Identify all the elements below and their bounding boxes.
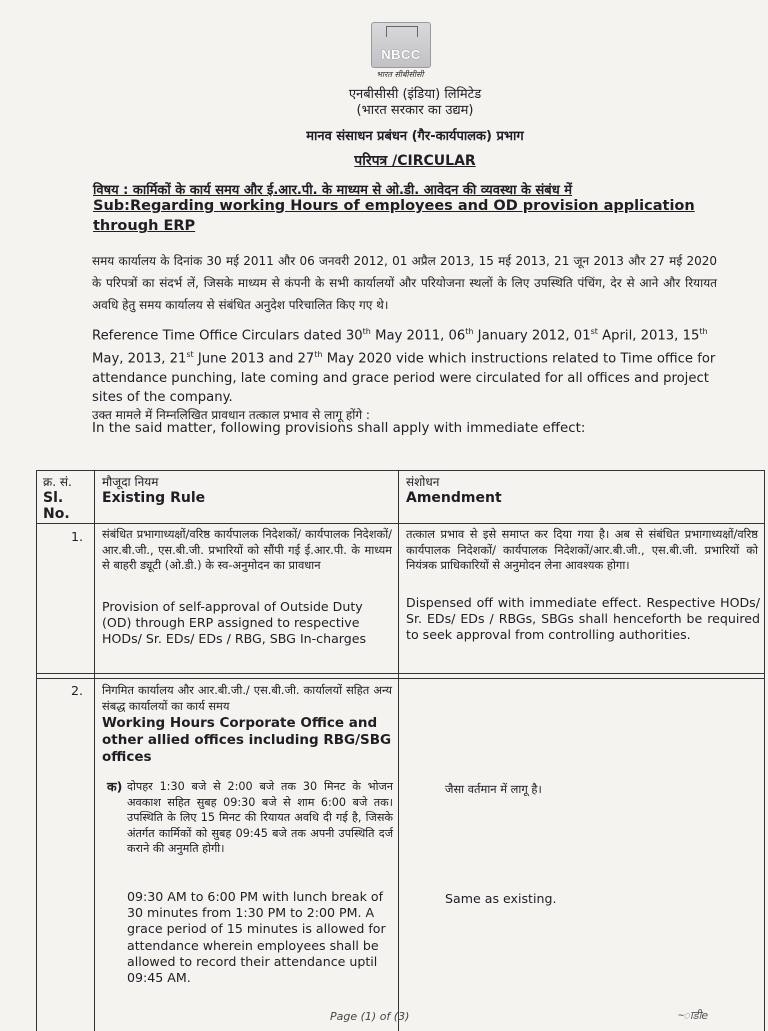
col-amendment-hindi: संशोधन: [406, 475, 440, 489]
provisions-table: [36, 470, 765, 1031]
col-existing-english: Existing Rule: [102, 490, 206, 506]
org-name-hindi: एनबीसीसी (इंडिया) लिमिटेड: [348, 87, 482, 102]
reference-paragraph-hindi: समय कार्यालय के दिनांक 30 मई 2011 और 06 जनवरी 2012, 01 अप्रैल 2013, 15 मई 2013, 21 जून 2013 और 27 मई 2020 के परिपत्रों का संदर्भ लें, जिसके माध्यम से कंपनी के सभी कार्यालयों और परियोजना स्थलों के लिए उपस्थिति पंचिंग, देर से आने और रियायत अवधि हेतु समय कार्यालय से संबंधित अनुदेश परिचालित किए गए थे।: [92, 254, 717, 312]
row1-amendment-english: Dispensed off with immediate effect. Respective HODs/ Sr. EDs/ EDs / RBGs, SBGs shall henceforth be required to seek approval from controlling authorities.: [406, 595, 760, 642]
row2-amendment-hindi: जैसा वर्तमान में लागू है।: [445, 782, 542, 796]
col-sl-english: Sl. No.: [43, 490, 70, 522]
subject-english-text: Sub:Regarding working Hours of employees and OD provision application through ERP: [93, 198, 695, 234]
col-sl-hindi: क्र. सं.: [43, 475, 72, 489]
row1-existing-english: Provision of self-approval of Outside Duty (OD) through ERP assigned to respective HODs/ Sr. EDs/ EDs / RBG, SBG In-charges: [102, 599, 367, 646]
govt-enterprise-hindi: (भारत सरकार का उद्यम): [356, 103, 474, 118]
subject-hindi-text: विषय : कार्मिकों के कार्य समय और ई.आर.पी. के माध्यम से ओ.डी. आवेदन की व्यवस्था के संबंध में: [93, 183, 573, 198]
row2-amendment-english: Same as existing.: [445, 891, 557, 906]
lead-english: In the said matter, following provisions shall apply with immediate effect:: [92, 421, 586, 436]
document-type-label: परिपत्र /CIRCULAR: [354, 153, 476, 169]
logo-text: NBCC: [381, 47, 421, 62]
column-divider: [94, 471, 95, 1031]
initials-signature: ~ाडीe: [677, 1009, 709, 1022]
row2-existing-hindi: निगमित कार्यालय और आर.बी.जी./ एस.बी.जी. कार्यालयों सहित अन्य संबद्ध कार्यालयों का कार्य समय: [102, 683, 392, 713]
row1-sl: 1.: [71, 529, 84, 544]
column-divider: [398, 471, 399, 1031]
nbcc-logo: [371, 22, 431, 68]
col-amendment-english: Amendment: [406, 490, 502, 506]
logo-caption: भारत सीबीसीसी: [376, 70, 424, 79]
row-divider: [37, 523, 765, 524]
row1-amendment-hindi: तत्काल प्रभाव से इसे समाप्त कर दिया गया है। अब से संबंधित प्रभागाध्यक्षों/वरिष्ठ कार्यपालक निदेशकों/ कार्यपालक निदेशकों/आर.बी.जी., एस.बी.जी. प्रभारियों को नियंत्रक प्राधिकारियों से अनुमोदन लेना आवश्यक होगा।: [406, 527, 758, 573]
page-number: Page (1) of (3): [330, 1010, 410, 1023]
row2-existing-english: Working Hours Corporate Office and other allied offices including RBG/SBG offices: [102, 715, 392, 765]
row2-sub-english: 09:30 AM to 6:00 PM with lunch break of 30 minutes from 1:30 PM to 2:00 PM. A grace period of 15 minutes is allowed for attendance wherein employees shall be allowed to record their attendance uptil 09:45 AM.: [127, 889, 386, 986]
row2-sub-label: क): [107, 779, 123, 794]
row2-sub-hindi: दोपहर 1:30 बजे से 2:00 बजे तक 30 मिनट के भोजन अवकाश सहित सुबह 09:30 बजे से शाम 6:00 बजे तक। उपस्थिति के लिए 15 मिनट की रियायत अवधि दी गई है, जिसके अंतर्गत कार्मिकों को सुबह 09:45 बजे तक अपनी उपस्थिति दर्ज कराने की अनुमति होगी।: [127, 780, 393, 856]
subject-english: [93, 196, 713, 236]
department-name: मानव संसाधन प्रबंधन (गैर-कार्यपालक) प्रभाग: [306, 129, 524, 144]
col-existing-hindi: मौजूदा नियम: [102, 475, 159, 489]
row2-sl: 2.: [71, 683, 84, 698]
reference-paragraph-english: Reference Time Office Circulars dated 30th May 2011, 06th January 2012, 01st April, 2013, 15th May, 2013, 21st June 2013 and 27th May 2020 vide which instructions related to Time office for attendance punching, late coming and grace period were circulated for all offices and project sites of the company.: [92, 327, 716, 405]
row-divider: [37, 673, 765, 674]
document-type: [0, 151, 768, 170]
row-divider: [37, 678, 765, 679]
lead-hindi: उक्त मामले में निम्नलिखित प्रावधान तत्काल प्रभाव से लागू होंगे :: [92, 408, 370, 422]
column-divider: [764, 471, 765, 1031]
logo-roof-icon: [386, 26, 418, 37]
row1-existing-hindi: संबंधित प्रभागाध्यक्षों/वरिष्ठ कार्यपालक निदेशकों/ कार्यपालक निदेशकों/आर.बी.जी., एस.बी.जी. प्रभारियों को सौंपी गई ई.आर.पी. के माध्यम से बाहरी ड्यूटी (ओ.डी.) के स्व-अनुमोदन का प्रावधान: [102, 527, 392, 573]
